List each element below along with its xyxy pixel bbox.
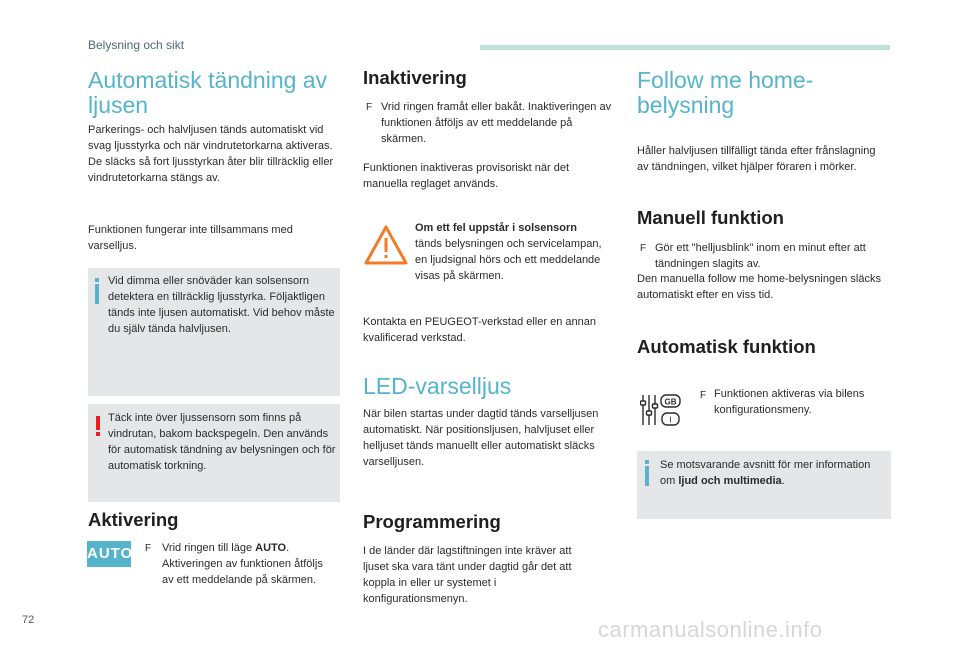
header-bar: [480, 45, 890, 50]
info-text-multimedia: Se motsvarande avsnitt för mer information om ljud och multimedia.: [660, 459, 871, 487]
paragraph-programming: I de länder där lagstiftningen inte kräver att ljuset ska vara tänt under dagtid går det att koppla in eller ur systemet i konfigurationsmenyn.: [363, 545, 572, 605]
sensor-fault-heading: Om ett fel uppstår i solsensorn: [415, 222, 577, 234]
warning-icon: [96, 416, 100, 430]
heading-activation: Aktivering: [88, 509, 179, 530]
activation-text: Vrid ringen till läge AUTO. Aktiveringen av funktionen åtföljs av ett meddelande på skärmen.: [162, 542, 323, 586]
icon-gb-text: GB: [664, 397, 677, 407]
paragraph-manual-off: Den manuella follow me home-belysningen släcks automatiskt efter en viss tid.: [637, 273, 881, 301]
warning-triangle-icon: [364, 225, 408, 265]
paragraph-contact-workshop: Kontakta en PEUGEOT-verkstad eller en annan kvalificerad verkstad.: [363, 316, 596, 344]
paragraph-auto-lights: Parkerings- och halvljusen tänds automatiskt vid svag ljusstyrka och när vindrutetorkarna aktiveras. De släcks så fort ljusstyrkan åter blir tillräcklig eller vindrutetorkarna stängs av.: [88, 124, 334, 184]
info-icon-stem: [645, 466, 649, 486]
bullet-marker: F: [145, 543, 152, 554]
deactivation-text: Vrid ringen framåt eller bakåt. Inaktiveringen av funktionen åtföljs av ett meddelande på skärmen.: [381, 101, 612, 145]
section-header: Belysning och sikt: [88, 38, 185, 52]
heading-automatic-function: Automatisk funktion: [637, 336, 816, 357]
title-follow-me-home: Follow me home-belysning: [637, 67, 814, 118]
icon-i-text: I: [669, 415, 672, 425]
bullet-marker: F: [366, 102, 373, 113]
info-icon: [645, 460, 649, 464]
paragraph-led-daylights: När bilen startas under dagtid tänds varselljusen automatiskt. När positionsljusen, halvljuset eller helljuset tänds manuellt eller automatiskt släcks varselljusen.: [363, 408, 599, 468]
info-text-fog: Vid dimma eller snöväder kan solsensorn detektera en tillräcklig ljusstyrka. Följaktligen tänds inte ljusen automatiskt. Vid behov måste du själv tända halvljusen.: [108, 275, 335, 335]
warning-box-sensor: [88, 404, 340, 502]
paragraph-follow-me-home: Håller halvljusen tillfälligt tända efter frånslagning av tändningen, vilket hjälper föraren i mörker.: [637, 145, 876, 173]
config-menu-icon: [640, 393, 682, 427]
manual-function-text: Gör ett "helljusblink" inom en minut efter att tändningen slagits av.: [655, 242, 866, 270]
sensor-fault-text: tänds belysningen och servicelampan, en ljudsignal hörs och ett meddelande visas på skärmen.: [415, 238, 602, 282]
bullet-marker: F: [640, 243, 647, 254]
info-icon-stem: [95, 284, 99, 304]
automatic-function-text: Funktionen aktiveras via bilens konfigurationsmeny.: [714, 388, 865, 416]
watermark: carmanualsonline.info: [598, 617, 823, 642]
info-icon: [95, 278, 99, 282]
info-box-fog: [88, 268, 340, 396]
paragraph-daylights-note: Funktionen fungerar inte tillsammans med varselljus.: [88, 224, 293, 252]
info-box-multimedia: [637, 451, 891, 519]
paragraph-manual-control: Funktionen inaktiveras provisoriskt när det manuella reglaget används.: [363, 162, 570, 190]
heading-programming: Programmering: [363, 511, 501, 532]
heading-deactivation: Inaktivering: [363, 67, 467, 88]
heading-manual-function: Manuell funktion: [637, 207, 784, 228]
page-number: 72: [22, 614, 35, 626]
title-led-daylights: LED-varselljus: [363, 373, 512, 399]
warning-text-sensor: Täck inte över ljussensorn som finns på vindrutan, bakom backspegeln. Den används för automatisk tändning av belysningen och för automatisk torkning.: [108, 412, 336, 472]
warning-icon-dot: [96, 432, 100, 436]
bullet-marker: F: [700, 390, 707, 401]
title-automatic-lights: Automatisk tändning av ljusen: [88, 67, 328, 118]
auto-icon: AUTO: [87, 541, 131, 567]
